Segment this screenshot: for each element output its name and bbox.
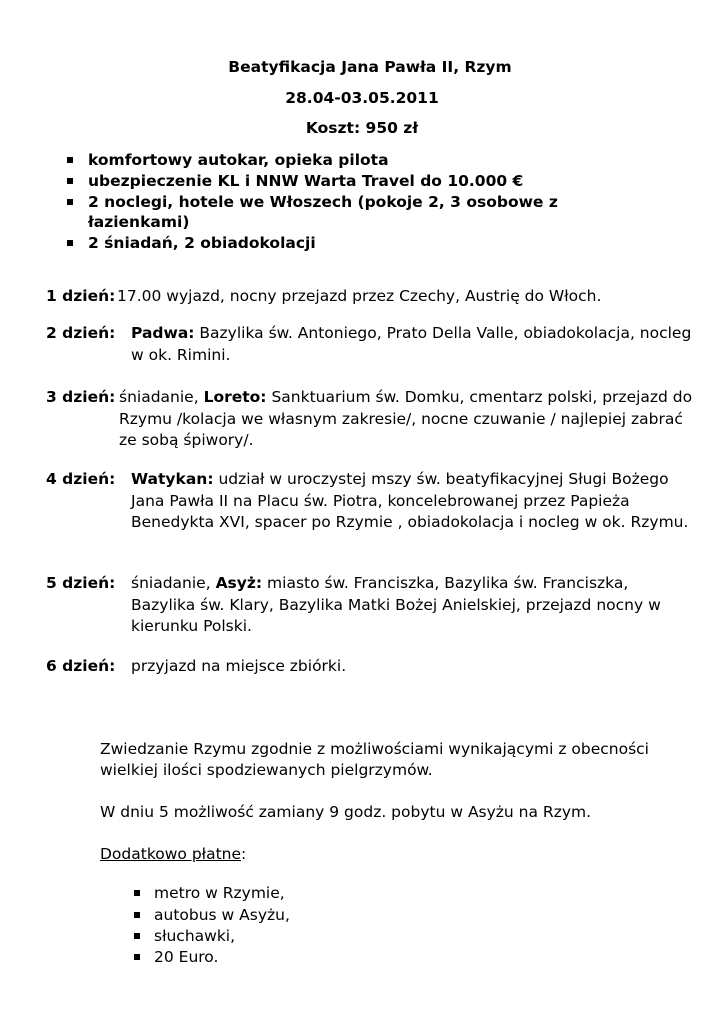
extra-cost-item [154,926,235,948]
day-label: 5 dzień: [46,574,116,592]
extra-cost-text: słuchawki, [154,927,236,945]
square-bullet-icon [134,933,140,939]
day-text: 17.00 wyjazd, nocny przejazd przez Czechy, Austrię do Włoch. [117,287,602,305]
itinerary-day [46,656,696,678]
day-description [131,323,696,366]
feature-text: komfortowy autokar, opieka pilota [88,151,389,169]
trip-dates: 28.04-03.05.2011 [285,89,439,107]
itinerary-day [46,286,696,308]
day-place: Watykan: [131,470,214,488]
extra-cost-item [154,905,290,927]
extra-cost-item [154,883,285,905]
feature-item [88,192,648,232]
square-bullet-icon [134,954,140,960]
square-bullet-icon [67,199,73,205]
square-bullet-icon [134,890,140,896]
extra-cost-item [154,947,218,969]
feature-item [88,171,648,191]
day-text: miasto św. Franciszka, Bazylika św. Franciszka, Bazylika św. Klary, Bazylika Matki Bożej Anielskiej, przejazd nocny w kierunku Polski. [131,574,661,635]
extra-cost-heading-text: Dodatkowo płatne [100,845,242,863]
square-bullet-icon [67,178,73,184]
day-description [131,469,696,534]
extra-cost-text: autobus w Asyżu, [154,906,290,924]
feature-item [88,233,648,253]
day-label: 2 dzień: [46,324,116,342]
swap-note: W dniu 5 możliwość zamiany 9 godz. pobytu w Asyżu na Rzym. [100,803,592,821]
day-label: 3 dzień: [46,388,116,406]
day-description [119,387,696,452]
day-label: 6 dzień: [46,657,116,675]
day-description [131,656,696,678]
feature-item [88,150,648,170]
day-text: Sanktuarium św. Domku, cmentarz polski, przejazd do Rzymu /kolacja we własnym zakresie/, nocne czuwanie / najlepiej zabrać ze sobą śpiwory/. [119,388,693,449]
square-bullet-icon [134,912,140,918]
day-label: 4 dzień: [46,470,116,488]
day-description [131,573,696,638]
day-place: Loreto: [203,388,267,406]
square-bullet-icon [67,157,73,163]
itinerary-day [46,573,696,638]
trip-cost: Koszt: 950 zł [305,119,419,137]
sightseeing-note: Zwiedzanie Rzymu zgodnie z możliwościami wynikającymi z obecności wielkiej ilości spodziewanych pielgrzymów. [100,740,649,779]
itinerary-day [46,323,696,366]
extra-cost-text: metro w Rzymie, [154,884,285,902]
extra-cost-heading-colon: : [241,845,247,863]
day-text: Bazylika św. Antoniego, Prato Della Valle, obiadokolacja, nocleg w ok. Rimini. [131,324,692,364]
itinerary-day [46,387,696,452]
day-place: Padwa: [131,324,195,342]
day-prefix: śniadanie, [119,388,204,406]
day-description [117,286,696,308]
extra-cost-text: 20 Euro. [154,948,219,966]
day-text: udział w uroczystej mszy św. beatyfikacyjnej Sługi Bożego Jana Pawła II na Placu św. Piotra, koncelebrowanej przez Papieża Benedykta XVI, spacer po Rzymie , obiadokolacja i nocleg w ok. Rzymu. [131,470,689,531]
day-prefix: śniadanie, [131,574,216,592]
feature-text: ubezpieczenie KL i NNW Warta Travel do 10.000 € [88,172,524,190]
square-bullet-icon [67,240,73,246]
itinerary-day [46,469,696,534]
day-label: 1 dzień: [46,287,116,305]
day-place: Asyż: [215,574,263,592]
day-text: przyjazd na miejsce zbiórki. [131,657,347,675]
extra-cost-heading [100,844,690,865]
feature-text: 2 śniadań, 2 obiadokolacji [88,234,316,252]
document-title: Beatyfikacja Jana Pawła II, Rzym [228,58,512,76]
feature-text: 2 noclegi, hotele we Włoszech (pokoje 2, 3 osobowe z łazienkami) [88,193,558,231]
